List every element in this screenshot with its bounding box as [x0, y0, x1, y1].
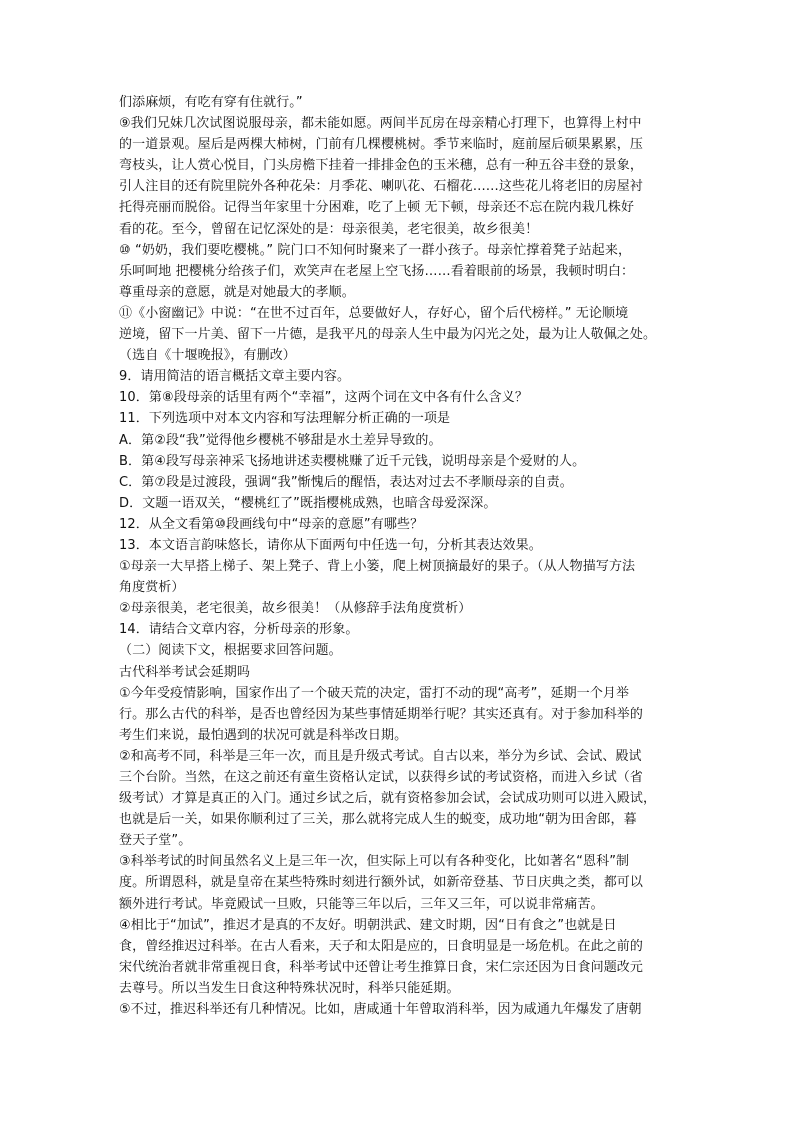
text-line: 角度赏析）	[119, 580, 185, 596]
text-line: 宋代统治者就非常重视日食，科举考试中还曾让考生推算日食，宋仁宗还因为日食问题改元	[119, 959, 644, 975]
text-line: 三个台阶。当然，在这之前还有童生资格认定试，以获得乡试的考试资格，而进入乡试（省	[119, 770, 644, 785]
text-line: 的一道景观。屋后是两棵大柿树，门前有几棵樱桃树。季节来临时，庭前屋后硕果累累，压	[119, 137, 644, 153]
text-line: 看的花。至今，曾留在记忆深处的是：母亲很美，老宅很美，故乡很美！	[119, 221, 539, 237]
question-line: 13．本文语言韵味悠长，请你从下面两句中任选一句，分析其表达效果。	[119, 537, 542, 553]
text-line: 级考试）才算是真正的入门。通过乡试之后，就有资格参加会试，会试成功则可以进入殿试，	[119, 791, 657, 807]
text-line: ②和高考不同，科举是三年一次，而且是升级式考试。自古以来，举分为乡试、会试、殿试	[119, 748, 642, 764]
text-line: 度。所谓恩科，就是皇帝在某些特殊时刻进行额外试，如新帝登基、节日庆典之类，都可以	[119, 875, 644, 891]
text-line: ⑪《小窗幽记》中说：“在世不过百年，总要做好人，存好心，留个后代榜样。” 无论顺境	[119, 305, 629, 321]
option-line: A．第②段“我”觉得他乡樱桃不够甜是水土差异导致的。	[119, 432, 442, 448]
text-line: 行。那么古代的科举，是否也曾经因为某些事情延期举行呢？其实还真有。对于参加科举的	[119, 706, 644, 722]
text-line: 尊重母亲的意愿，就是对她最大的孝顺。	[119, 284, 355, 300]
question-line: 12．从全文看第⑩段画线句中“母亲的意愿”有哪些？	[119, 516, 424, 532]
text-line: ④相比于“加试”，推迟才是真的不友好。明朝洪武、建文时期，因“日有食之”也就是日	[119, 917, 617, 933]
section-heading: （二）阅读下文，根据要求回答问题。	[119, 643, 342, 659]
text-line: （选自《十堰晚报》，有删改）	[119, 348, 296, 364]
text-line: ⑩ “奶奶，我们要吃樱桃。” 院门口不知何时聚来了一群小孩子。母亲忙撑着凳子站起来，	[119, 242, 632, 258]
text-line: ②母亲很美，老宅很美，故乡很美！（从修辞手法角度赏析）	[119, 601, 472, 617]
text-line: 乐呵呵地 把樱桃分给孩子们，欢笑声在老屋上空飞扬……看着眼前的场景，我顿时明白：	[119, 263, 635, 279]
text-line: 也就是后一关，如果你顺利过了三关，那么就将完成人生的蜕变，成功地“朝为田舍郎，暮	[119, 812, 637, 828]
option-line: C．第⑦段是过渡段，强调“我”惭愧后的醒悟，表达对过去不孝顺母亲的自责。	[119, 474, 573, 490]
text-line: 逆境，留下一片美、留下一片德，是我平凡的母亲人生中最为闪光之处，最为让人敬佩之处。	[119, 327, 657, 343]
option-line: B．第④段写母亲神采飞扬地讲述卖樱桃赚了近千元钱，说明母亲是个爱财的人。	[119, 453, 586, 469]
question-line: 11．下列选项中对本文内容和写法理解分析正确的一项是	[119, 411, 451, 427]
option-line: D．文题一语双关，“樱桃红了”既指樱桃成熟，也暗含母爱深深。	[119, 495, 497, 511]
document-page	[119, 92, 679, 1020]
text-line: 托得亮丽而脱俗。记得当年家里十分困难，吃了上顿 无下顿，母亲还不忘在院内栽几株好	[119, 200, 635, 216]
text-line: 引人注目的还有院里院外各种花朵：月季花、喇叭花、石榴花……这些花儿将老旧的房屋衬	[119, 179, 644, 195]
text-line: 食，曾经推迟过科举。在古人看来，天子和太阳是应的，日食明显是一场危机。在此之前的	[119, 938, 644, 954]
text-line: 们添麻烦，有吃有穿有住就行。”	[119, 95, 303, 110]
text-line: 弯枝头，让人赏心悦目，门头房檐下挂着一排排金色的玉米穗，总有一种五谷丰登的景象，	[119, 158, 644, 174]
question-line: 10．第⑧段母亲的话里有两个“幸福”，这两个词在文中各有什么含义？	[119, 390, 528, 406]
text-line: 去尊号。所以当发生日食这种特殊状况时，科举只能延期。	[119, 980, 460, 996]
article-title: 古代科举考试会延期吗	[119, 664, 251, 680]
text-line: ③科举考试的时间虽然名义上是三年一次，但实际上可以有各种变化，比如著名“恩科”制	[119, 854, 630, 870]
text-line: 考生们来说，最怕遇到的状况可就是科举改日期。	[119, 727, 408, 743]
text-line: 额外进行考试。毕竟殿试一旦败，只能等三年以后，三年又三年，可以说非常痛苦。	[119, 896, 604, 912]
text-line: 登天子堂”。	[119, 833, 192, 849]
text-line: ⑨我们兄妹几次试图说服母亲，都未能如愿。两间半瓦房在母亲精心打理下，也算得上村中	[119, 116, 642, 132]
text-line: ①今年受疫情影响，国家作出了一个破天荒的决定，雷打不动的现“高考”，延期一个月举	[119, 685, 630, 701]
text-line: ⑤不过，推迟科举还有几种情况。比如，唐咸通十年曾取消科举，因为咸通九年爆发了唐朝	[119, 1002, 642, 1018]
text-line: ①母亲一大早搭上梯子、架上凳子、背上小篓，爬上树顶摘最好的果子。（从人物描写方法	[119, 559, 636, 575]
question-line: 14．请结合文章内容，分析母亲的形象。	[119, 622, 359, 638]
question-line: 9．请用简洁的语言概括文章主要内容。	[119, 369, 351, 385]
